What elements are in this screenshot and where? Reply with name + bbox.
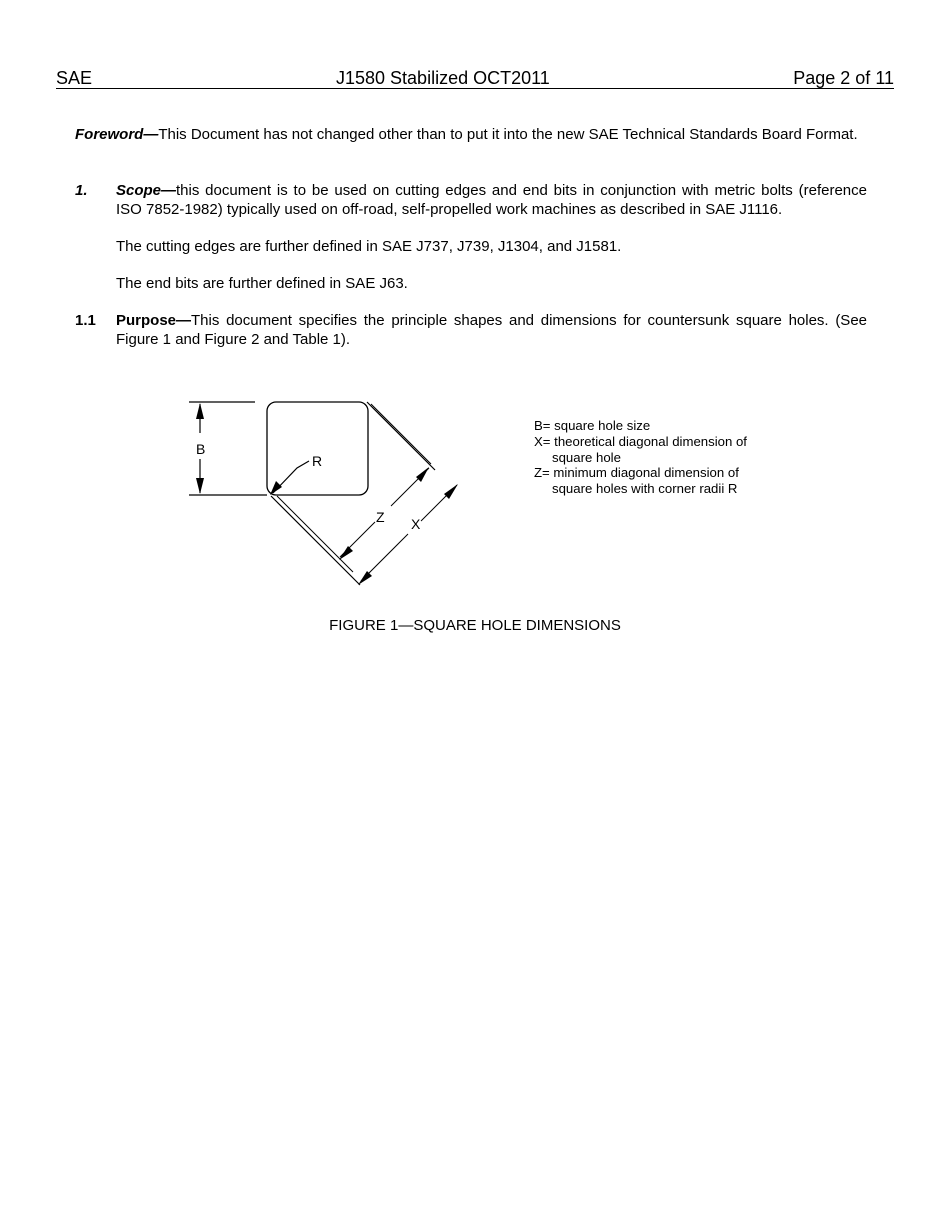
z-arrow-lower-icon <box>339 546 353 560</box>
diagonal-extension-upper-outer <box>367 402 435 470</box>
square-hole-diagram <box>185 395 475 595</box>
diagonal-extension-lower-outer <box>271 496 360 585</box>
label-b: B <box>196 441 206 457</box>
figure-legend <box>534 418 747 497</box>
header-org: SAE <box>56 68 93 88</box>
label-z: Z <box>376 509 385 525</box>
legend-z-line2: square holes with corner radii R <box>552 481 738 497</box>
legend-x-line1: X= theoretical diagonal dimension of <box>534 433 747 449</box>
r-arrow-icon <box>270 481 282 495</box>
purpose-number: 1.1 <box>75 312 96 329</box>
scope-cutting-edges-paragraph: The cutting edges are further defined in SAE J737, J739, J1304, and J1581. <box>116 238 622 255</box>
legend-z-line1: Z= minimum diagonal dimension of <box>534 465 739 481</box>
purpose-paragraph <box>116 312 867 349</box>
x-arrow-upper-icon <box>444 484 458 499</box>
scope-number: 1. <box>75 182 88 199</box>
purpose-text: This document specifies the principle shapes and dimensions for countersunk square holes. (See Figure 1 and Figure 2 and Table 1). <box>116 312 867 348</box>
purpose-label: Purpose— <box>116 312 192 329</box>
scope-text: this document is to be used on cutting edges and end bits in conjunction with metric bolts (reference ISO 7852-1982) typically used on off-road, self-propelled work machines as described in SAE J1116. <box>116 182 867 218</box>
header-document-id: J1580 Stabilized OCT2011 <box>336 68 550 88</box>
diagonal-extension-upper-inner <box>371 404 431 464</box>
label-x: X <box>411 516 421 532</box>
b-arrow-down-icon <box>196 478 204 494</box>
header-page-number: Page 2 of 11 <box>793 68 894 88</box>
legend-x-line2: square hole <box>552 449 621 465</box>
foreword-label: Foreword— <box>75 126 159 143</box>
scope-paragraph <box>116 182 867 219</box>
diagonal-extension-lower-inner <box>277 496 353 572</box>
legend-b: B= square hole size <box>534 418 651 433</box>
label-r: R <box>312 453 323 469</box>
foreword-text: This Document has not changed other than to put it into the new SAE Technical Standards Board Format. <box>158 126 858 143</box>
page-header <box>56 68 894 89</box>
square-hole-outline <box>267 402 368 495</box>
x-arrow-lower-icon <box>358 571 372 585</box>
b-arrow-up-icon <box>196 403 204 419</box>
figure-caption: FIGURE 1—SQUARE HOLE DIMENSIONS <box>329 617 621 634</box>
foreword-paragraph <box>75 126 867 145</box>
scope-end-bits-paragraph: The end bits are further defined in SAE J63. <box>116 275 408 292</box>
scope-label: Scope— <box>116 182 177 199</box>
